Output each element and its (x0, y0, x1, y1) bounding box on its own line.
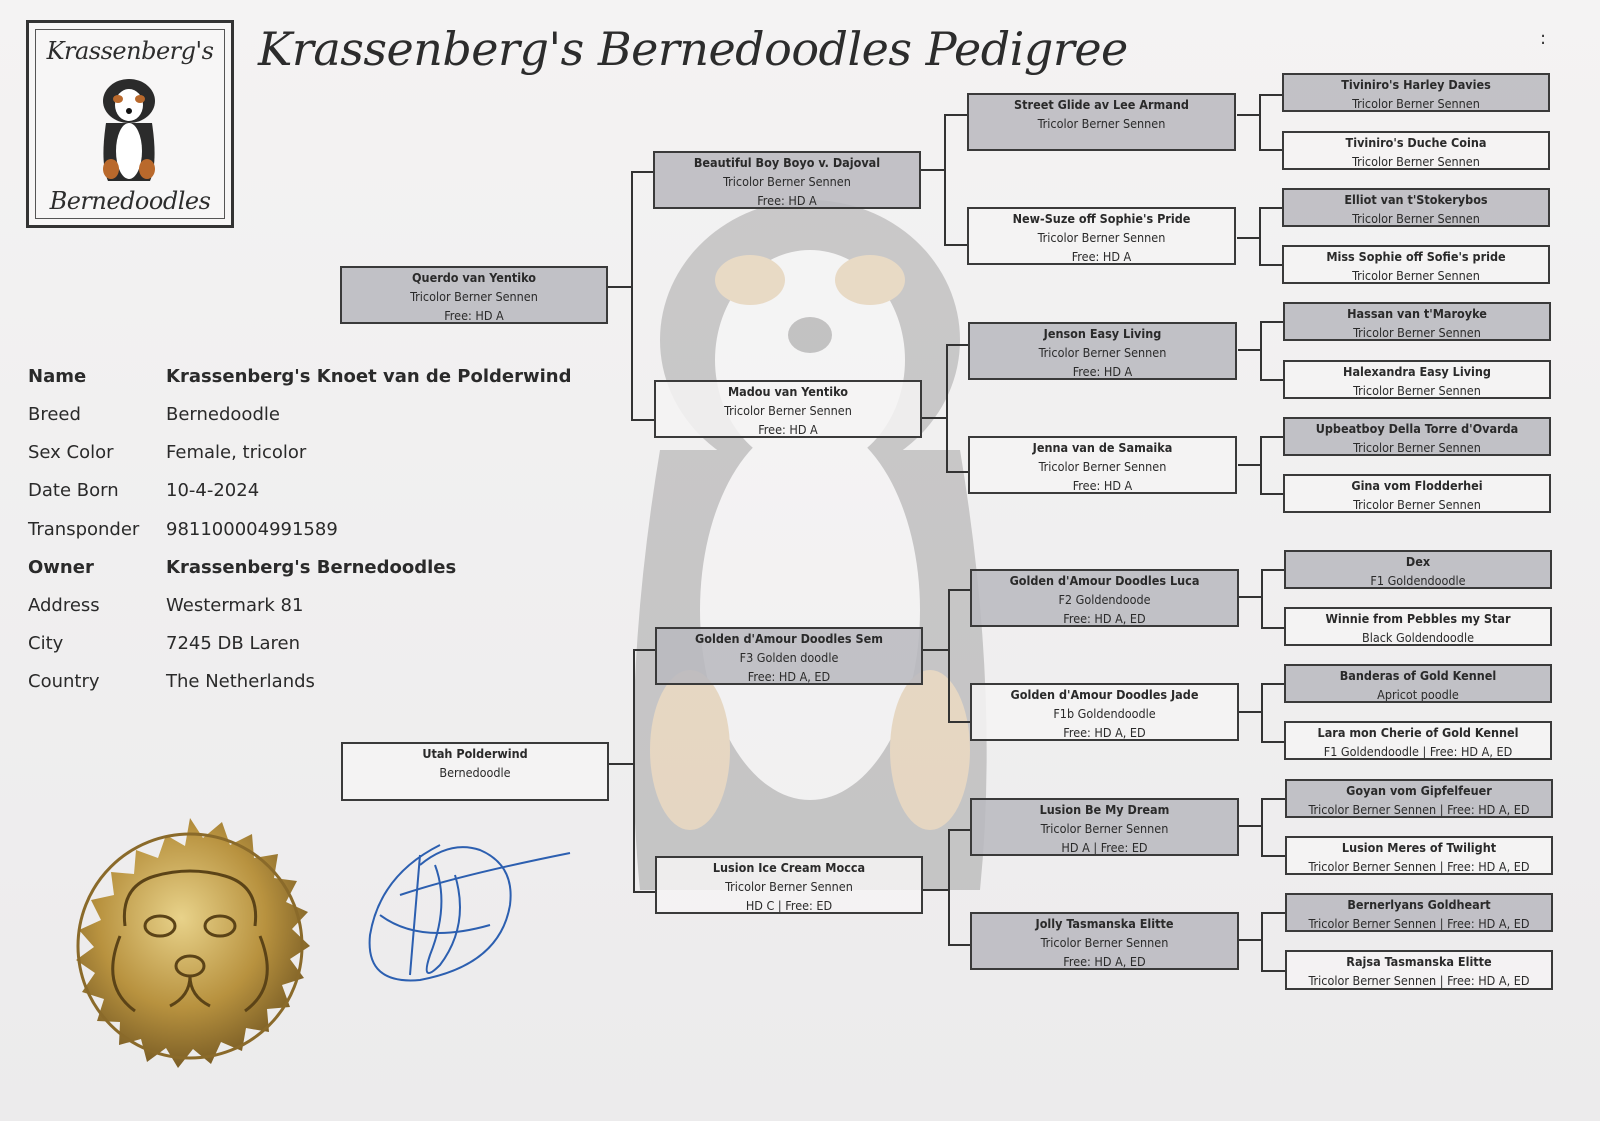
dog-breed: Tricolor Berner Sennen (1352, 96, 1480, 111)
dog-health: Free: HD A, ED (747, 669, 831, 684)
ggg-box (1283, 417, 1551, 456)
info-value: Westermark 81 (166, 595, 304, 616)
dog-health: Free: HD A (1072, 478, 1133, 493)
dog-breed: Tricolor Berner Sennen (1352, 268, 1480, 283)
ggg-box (1283, 474, 1551, 513)
info-label: Breed (28, 404, 81, 425)
dog-health: Free: HD A, ED (1063, 611, 1146, 626)
dog-name: Hassan van t'Maroyke (1347, 306, 1487, 321)
info-label: Sex Color (28, 442, 114, 463)
dog-name: Lusion Meres of Twilight (1341, 840, 1497, 855)
dog-name: Tiviniro's Duche Coina (1345, 135, 1487, 150)
dog-health: HD C | Free: ED (745, 898, 833, 913)
dog-name: Banderas of Gold Kennel (1339, 668, 1497, 683)
dog-name: Street Glide av Lee Armand (1014, 97, 1189, 112)
dam-box (341, 742, 609, 801)
dog-breed: Tricolor Berner Sennen (1353, 325, 1481, 340)
ggg-box (1284, 607, 1552, 646)
dog-name: Halexandra Easy Living (1343, 364, 1491, 379)
dog-name: Jenson Easy Living (1043, 326, 1162, 341)
info-label: City (28, 633, 64, 654)
dog-breed: Tricolor Berner Sennen (1352, 211, 1480, 226)
info-label: Owner (28, 557, 94, 578)
logo-top-text: Krassenberg's (46, 37, 214, 65)
dog-name: Dex (1405, 554, 1431, 569)
great-grandparent-box (970, 683, 1239, 741)
dog-breed: Tricolor Berner Sennen (724, 403, 852, 418)
dog-name: Bernerlyans Goldheart (1347, 897, 1491, 912)
ggg-box (1282, 73, 1550, 112)
page-title: Krassenberg's Bernedoodles Pedigree (258, 22, 1128, 76)
info-label: Date Born (28, 480, 119, 501)
dog-breed: Black Goldendoodle (1362, 630, 1474, 645)
corner-mark: : (1540, 28, 1547, 49)
info-value: Female, tricolor (166, 442, 307, 463)
info-label: Country (28, 671, 100, 692)
dog-breed: Tricolor Berner Sennen (1037, 116, 1166, 131)
ggg-box (1283, 360, 1551, 399)
sire-box (340, 266, 608, 324)
dog-breed: Tricolor Berner Sennen (410, 289, 538, 304)
gold-seal-icon (40, 796, 340, 1096)
info-value: Krassenberg's Bernedoodles (166, 557, 457, 578)
dog-breed: Tricolor Berner Sennen (1352, 154, 1480, 169)
great-grandparent-box (970, 569, 1239, 627)
dog-name: Lusion Ice Cream Mocca (712, 860, 866, 875)
dog-breed: Tricolor Berner Sennen (1038, 345, 1167, 360)
great-grandparent-box (968, 322, 1237, 380)
dog-health: Free: HD A (758, 422, 818, 437)
dog-health: Free: HD A (1071, 249, 1132, 264)
dog-breed: F3 Golden doodle (739, 650, 839, 665)
dog-breed: Apricot poodle (1377, 687, 1459, 702)
dog-name: Miss Sophie off Sofie's pride (1326, 249, 1506, 264)
dog-name: Golden d'Amour Doodles Luca (1009, 573, 1200, 588)
dog-name: Tiviniro's Harley Davies (1341, 77, 1491, 92)
dog-name: Elliot van t'Stokerybos (1344, 192, 1488, 207)
dog-breed: Tricolor Berner Sennen (725, 879, 853, 894)
ggg-box (1285, 779, 1553, 818)
dog-breed: Tricolor Berner Sennen | Free: HD A, ED (1308, 973, 1530, 988)
grandparent-box (655, 856, 923, 914)
dog-name: Querdo van Yentiko (412, 270, 536, 285)
dog-name: Golden d'Amour Doodles Sem (695, 631, 883, 646)
grandparent-box (655, 627, 923, 685)
dog-breed: F1b Goldendoodle (1053, 706, 1156, 721)
ggg-box (1284, 664, 1552, 703)
dog-name: Lara mon Cherie of Gold Kennel (1317, 725, 1519, 740)
signature-icon (360, 835, 580, 1005)
dog-breed: Tricolor Berner Sennen (1040, 821, 1169, 836)
dog-breed: Tricolor Berner Sennen | Free: HD A, ED (1308, 802, 1530, 817)
dog-breed: Tricolor Berner Sennen | Free: HD A, ED (1308, 859, 1530, 874)
dog-breed: F1 Goldendoodle | Free: HD A, ED (1323, 744, 1513, 759)
dog-name: Jolly Tasmanska Elitte (1035, 916, 1174, 931)
great-grandparent-box (968, 436, 1237, 494)
info-value: 7245 DB Laren (166, 633, 301, 654)
dog-name: Jenna van de Samaika (1032, 440, 1173, 455)
dog-health: Free: HD A, ED (1063, 725, 1146, 740)
ggg-box (1284, 550, 1552, 589)
dog-name: Beautiful Boy Boyo v. Dajoval (693, 155, 881, 170)
dog-breed: Tricolor Berner Sennen | Free: HD A, ED (1308, 916, 1530, 931)
dog-name: New-Suze off Sophie's Pride (1012, 211, 1191, 226)
dog-health: Free: HD A (757, 193, 817, 208)
dog-health: Free: HD A (444, 308, 504, 323)
ggg-box (1284, 721, 1552, 760)
dog-health: Free: HD A, ED (1063, 954, 1146, 969)
logo-bottom-text: Bernedoodles (49, 187, 211, 215)
info-value: The Netherlands (166, 671, 315, 692)
info-label: Address (28, 595, 100, 616)
ggg-box (1285, 950, 1553, 990)
ggg-box (1285, 893, 1553, 932)
ggg-box (1282, 245, 1550, 284)
dog-health: HD A | Free: ED (1061, 840, 1148, 855)
great-grandparent-box (970, 912, 1239, 970)
dog-breed: Tricolor Berner Sennen (1040, 935, 1169, 950)
dog-breed: Tricolor Berner Sennen (1038, 459, 1167, 474)
dog-breed: Bernedoodle (439, 765, 511, 780)
info-value: 10-4-2024 (166, 480, 260, 501)
dog-breed: Tricolor Berner Sennen (1353, 383, 1481, 398)
dog-breed: Tricolor Berner Sennen (1037, 230, 1166, 245)
dog-breed: Tricolor Berner Sennen (1353, 440, 1481, 455)
dog-name: Lusion Be My Dream (1039, 802, 1170, 817)
dog-name: Rajsa Tasmanska Elitte (1346, 954, 1492, 969)
dog-name: Winnie from Pebbles my Star (1325, 611, 1511, 626)
info-value: Krassenberg's Knoet van de Polderwind (166, 366, 572, 387)
great-grandparent-box (967, 207, 1236, 265)
info-label: Transponder (28, 519, 140, 540)
ggg-box (1285, 836, 1553, 875)
ggg-box (1282, 188, 1550, 227)
dog-health: Free: HD A (1072, 364, 1133, 379)
info-label: Name (28, 366, 87, 387)
dog-name: Upbeatboy Della Torre d'Ovarda (1315, 421, 1519, 436)
dog-name: Goyan vom Gipfelfeuer (1346, 783, 1492, 798)
great-grandparent-box (970, 798, 1239, 856)
info-value: Bernedoodle (166, 404, 280, 425)
dog-breed: F2 Goldendoode (1058, 592, 1151, 607)
dog-breed: F1 Goldendoodle (1370, 573, 1466, 588)
ggg-box (1283, 302, 1551, 341)
info-value: 981100004991589 (166, 519, 338, 540)
grandparent-box (653, 151, 921, 209)
ggg-box (1282, 131, 1550, 170)
dog-name: Golden d'Amour Doodles Jade (1010, 687, 1199, 702)
grandparent-box (654, 380, 922, 438)
dog-name: Utah Polderwind (422, 746, 528, 761)
dog-name: Madou van Yentiko (727, 384, 849, 399)
great-grandparent-box (967, 93, 1236, 151)
dog-name: Gina vom Flodderhei (1351, 478, 1483, 493)
dog-breed: Tricolor Berner Sennen (723, 174, 851, 189)
dog-breed: Tricolor Berner Sennen (1353, 497, 1481, 512)
